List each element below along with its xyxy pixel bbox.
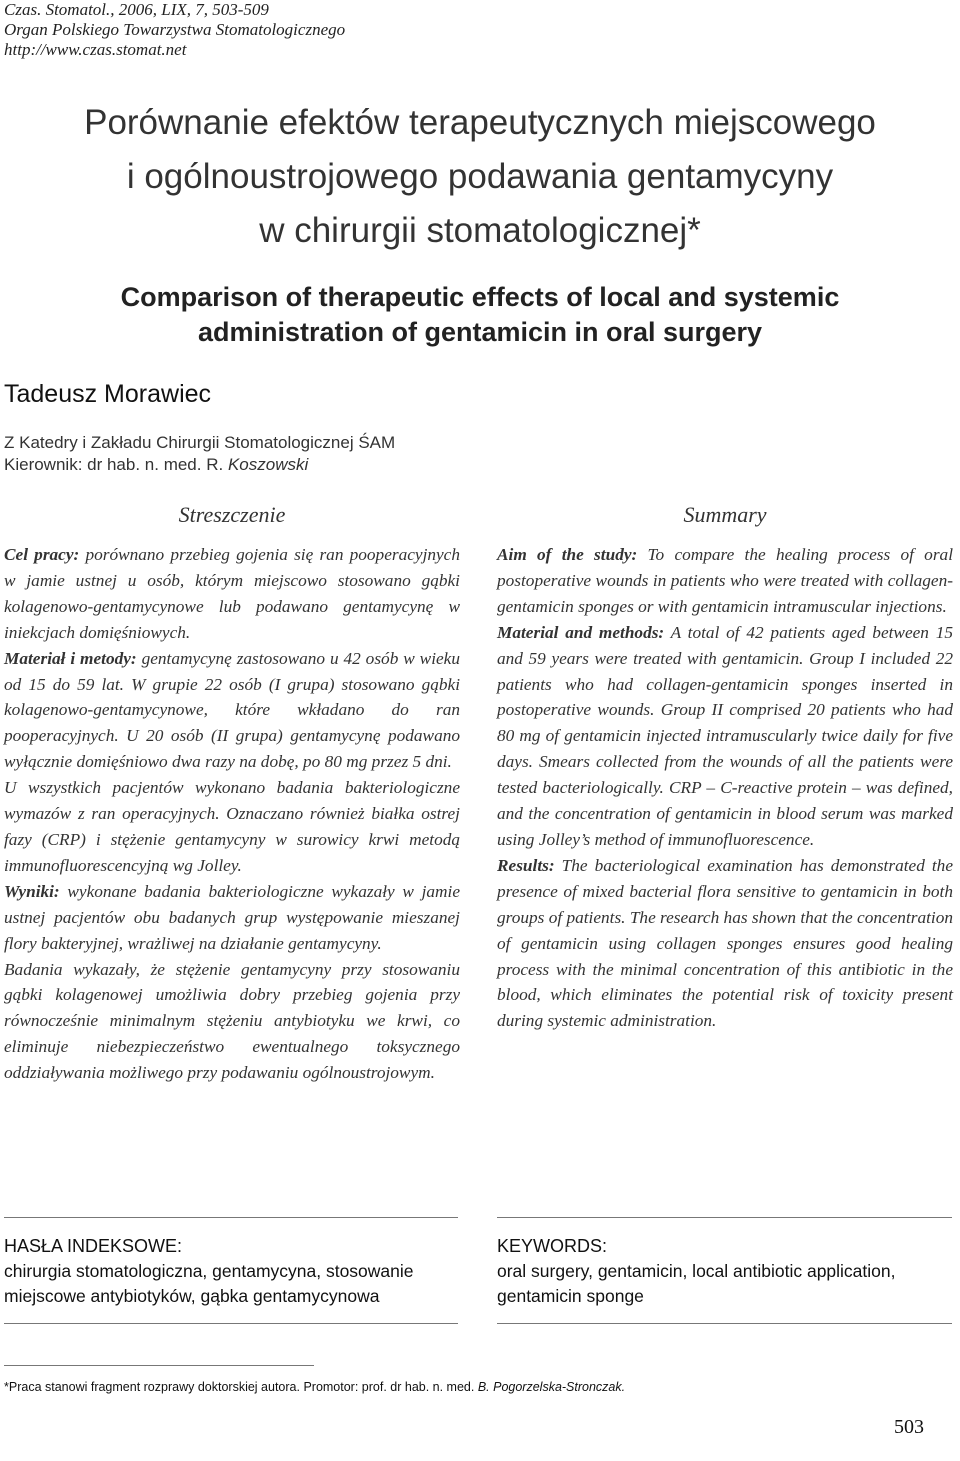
title-polish-line-1: Porównanie efektów terapeutycznych miejscowego bbox=[84, 103, 876, 142]
journal-url[interactable]: http://www.czas.stomat.net bbox=[4, 40, 187, 59]
affiliation-head-name: Koszowski bbox=[223, 455, 309, 474]
divider-keywords-en-bottom bbox=[497, 1323, 952, 1324]
page-number: 503 bbox=[894, 1416, 924, 1438]
abstract-polish-methods-text: gentamycynę zastosowano u 42 osób w wieku od 15 do 59 lat. W grupie 22 osób (I grupa) stosowano gąbki kolagenowo-gentamycynowe, które wkładano do ran pooperacyjnych. U 20 osób (II grupa) gentamycynę podawano wyłącznie domięśniowo dwa razy na dobę, po 80 mg przez 5 dni. bbox=[4, 648, 460, 772]
abstract-english-aim-text: To compare the healing process of oral postoperative wounds in patients who were treated with collagen-gentamicin sponges or with gentamicin intramuscular injections. bbox=[497, 545, 953, 616]
abstract-english-methods-label: Material and methods: bbox=[497, 622, 665, 642]
title-polish-line-2: i ogólnoustrojowego podawania gentamycyny bbox=[126, 157, 834, 196]
divider-keywords-pl-bottom bbox=[4, 1323, 458, 1324]
title-english bbox=[100, 280, 860, 350]
journal-header bbox=[4, 0, 345, 60]
abstract-english-methods-text: A total of 42 patients aged between 15 and 59 years were treated with gentamicin. Group I included 22 patients who had collagen-gentamicin sponges inserted in postoperative wounds. Group II comprised 20 patients who had 80 mg of gentamicin injected intramuscularly twice daily for five days. Smears collected from the wounds of all the patients were tested bacteriologically. CRP – C-reactive protein – was defined, and the concentration of gentamicin in blood serum was marked using Jolley’s method of immunofluorescence. bbox=[497, 622, 953, 849]
footnote-text: *Praca stanowi fragment rozprawy doktorskiej autora. Promotor: prof. dr hab. n. med. bbox=[4, 1380, 478, 1394]
keywords-polish bbox=[4, 1234, 464, 1309]
divider-keywords-en-top bbox=[497, 1217, 952, 1218]
abstract-polish-aim bbox=[4, 542, 460, 646]
abstract-polish-results-label: Wyniki: bbox=[4, 881, 60, 901]
footnote-divider bbox=[4, 1365, 314, 1366]
abstract-english-aim bbox=[497, 542, 953, 620]
abstract-english-results bbox=[497, 853, 953, 1034]
affiliation-head bbox=[4, 454, 395, 476]
abstract-english-methods bbox=[497, 620, 953, 853]
abstract-polish bbox=[4, 500, 460, 1086]
journal-citation: Czas. Stomatol., 2006, LIX, 7, 503-509 bbox=[4, 0, 269, 19]
journal-organ: Organ Polskiego Towarzystwa Stomatologicznego bbox=[4, 20, 346, 39]
abstract-english-aim-label: Aim of the study: bbox=[497, 545, 638, 564]
footnote-promotor: B. Pogorzelska-Stronczak. bbox=[477, 1380, 626, 1394]
abstract-polish-aim-text: porównano przebieg gojenia się ran pooperacyjnych w jamie ustnej u osób, którym miejscowo stosowano gąbki kolagenowo-gentamycynowe lub podawano gentamycynę w iniekcjach domięśniowych. bbox=[4, 545, 460, 642]
affiliation-department: Z Katedry i Zakładu Chirurgii Stomatologicznej ŚAM bbox=[4, 433, 396, 452]
abstract-polish-methods-2: U wszystkich pacjentów wykonano badania bakteriologiczne wymazów z ran operacyjnych. Oznaczano również białka ostrej fazy (CRP) i stężenie gentamycyny w surowicy krwi metodą immunofluorescencyjną wg Jolley. bbox=[4, 778, 460, 875]
footnote bbox=[4, 1380, 625, 1394]
abstract-english-results-text: The bacteriological examination has demonstrated the presence of mixed bacterial flora sensitive to gentamicin in both groups of patients. The research has shown that the concentration of gentamicin using collagen sponges ensures good healing process with the minimal concentration of this antibiotic in the blood, which eliminates the potential risk of toxicity present during systemic administration. bbox=[497, 855, 954, 1031]
keywords-polish-line-2: miejscowe antybiotyków, gąbka gentamycynowa bbox=[4, 1286, 380, 1306]
abstract-polish-aim-label: Cel pracy: bbox=[4, 545, 80, 564]
abstract-polish-methods-label: Materiał i metody: bbox=[4, 648, 137, 668]
affiliation bbox=[4, 432, 395, 476]
abstract-english-heading: Summary bbox=[683, 502, 767, 527]
abstract-polish-methods bbox=[4, 646, 460, 776]
keywords-polish-heading: HASŁA INDEKSOWE: bbox=[4, 1236, 183, 1256]
divider-keywords-pl-top bbox=[4, 1217, 458, 1218]
keywords-polish-line-1: chirurgia stomatologiczna, gentamycyna, stosowanie bbox=[4, 1261, 414, 1281]
author-name: Tadeusz Morawiec bbox=[4, 380, 212, 408]
title-english-line-1: Comparison of therapeutic effects of local and systemic bbox=[120, 282, 840, 312]
keywords-english-line-1: oral surgery, gentamicin, local antibiotic application, bbox=[497, 1261, 896, 1281]
abstract-polish-results bbox=[4, 879, 460, 957]
abstract-polish-heading: Streszczenie bbox=[178, 502, 286, 527]
abstract-english-results-label: Results: bbox=[497, 855, 555, 875]
title-polish bbox=[0, 96, 960, 258]
keywords-english-heading: KEYWORDS: bbox=[497, 1236, 608, 1256]
keywords-english-line-2: gentamicin sponge bbox=[497, 1286, 644, 1306]
abstract-polish-results-text: wykonane badania bakteriologiczne wykazały w jamie ustnej pacjentów obu badanych grup występowanie mieszanej flory bakteryjnej, wrażliwej na działanie gentamycyny. bbox=[4, 881, 460, 953]
affiliation-head-prefix: Kierownik: dr hab. n. med. R. bbox=[4, 455, 224, 474]
abstract-polish-conclusion: Badania wykazały, że stężenie gentamycyny przy stosowaniu gąbki kolagenowej umożliwia dobry przebieg gojenia przy równocześnie minimalnym stężeniu antybiotyku we krwi, co eliminuje niebezpieczeństwo ewentualnego toksycznego oddziaływania możliwego przy podawaniu ogólnoustrojowym. bbox=[4, 959, 460, 1083]
title-polish-line-3: w chirurgii stomatologicznej* bbox=[259, 211, 701, 250]
keywords-english bbox=[497, 1234, 957, 1309]
title-english-line-2: administration of gentamicin in oral surgery bbox=[197, 317, 763, 347]
abstract-english bbox=[497, 500, 953, 1034]
